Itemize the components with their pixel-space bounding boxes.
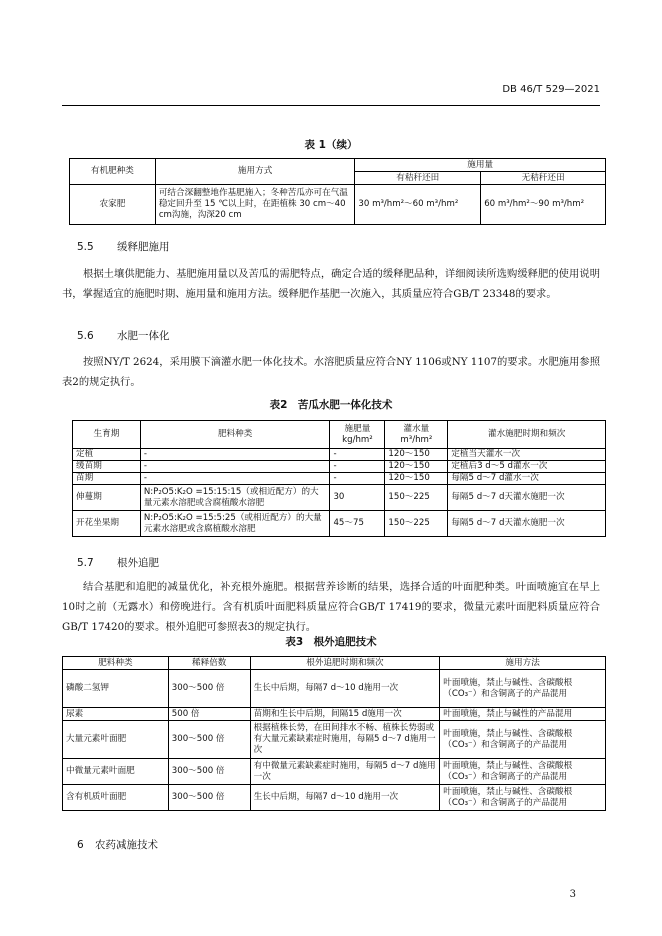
table-cell: 45～75 [330, 511, 385, 537]
table-row [63, 785, 606, 811]
table-cell: 150～225 [385, 511, 448, 537]
table1-cell-type: 农家肥 [70, 185, 156, 225]
header-line: 施肥量 [344, 423, 371, 434]
table-cell: - [330, 473, 385, 485]
table-row [63, 670, 606, 708]
table2-header-fertilizer: 肥料种类 [140, 421, 330, 449]
table1-header-amount: 施用量 [355, 159, 606, 172]
section-5-7-paragraph: 结合基肥和追肥的减量优化，补充根外施肥。根据营养诊断的结果，选择合适的叶面肥种类。叶面喷施宜在早上10时之前（无露水）和傍晚进行。含有机质叶面肥料质量应符合GB/T 17419的要求，微量元素叶面肥料质量应符合GB/T 17420的要求。根外追肥可参照表3的规定执行。 [62, 581, 600, 633]
table-cell: 120～150 [385, 461, 448, 473]
section-number: 5.5 [77, 241, 94, 253]
table-row [73, 485, 606, 511]
table-cell: 生长中后期，每隔7 d～10 d施用一次 [250, 785, 440, 811]
table-cell: 500 倍 [168, 708, 250, 721]
table-cell: 30 [330, 485, 385, 511]
table-cell: 300～500 倍 [168, 721, 250, 759]
table-row [63, 721, 606, 759]
table1-cell-without: 60 m³/hm²～90 m³/hm² [481, 185, 606, 225]
table-cell: 中微量元素叶面肥 [63, 759, 169, 785]
section-number: 5.6 [77, 330, 94, 342]
table-cell: 300～500 倍 [168, 670, 250, 708]
section-5-6-heading [77, 328, 170, 343]
table-row [73, 473, 606, 485]
table1-header-type: 有机肥种类 [70, 159, 156, 185]
table-cell: 苗期和生长中后期，间隔15 d施用一次 [250, 708, 440, 721]
section-number: 5.7 [77, 557, 94, 569]
table-cell: 150～225 [385, 485, 448, 511]
table-cell: 含有机质叶面肥 [63, 785, 169, 811]
section-5-7-heading [77, 555, 159, 570]
table-cell: 叶面喷施，禁止与碱性、含碳酸根（CO₃⁻）和含铜离子的产品混用 [440, 721, 606, 759]
header-line: 灌水量 [403, 423, 430, 434]
section-5-5-paragraph: 根据土壤供肥能力、基肥施用量以及苦瓜的需肥特点，确定合适的缓释肥品种，详细阅读所选购缓释肥的使用说明书，掌握适宜的施肥时期、施用量和施用方法。缓释肥作基肥一次施入，其质量应符合GB/T 23348的要求。 [62, 268, 600, 300]
table-cell: 尿素 [63, 708, 169, 721]
table-cell: 定植 [73, 449, 141, 461]
table3-header-type: 肥料种类 [63, 657, 169, 670]
page-number: 3 [569, 889, 576, 900]
table-cell: 苗期 [73, 473, 141, 485]
table2-header-stage: 生育期 [73, 421, 141, 449]
table3-header-timing: 根外追肥时期和频次 [250, 657, 440, 670]
table-cell: 定植当天灌水一次 [448, 449, 606, 461]
table3 [62, 656, 606, 811]
table-cell: 根据植株长势，在田间排水不畅、植株长势弱或有大量元素缺素症时施用，每隔5 d～7 d施用一次 [250, 721, 440, 759]
table-cell: - [140, 461, 330, 473]
table-cell: 伸蔓期 [73, 485, 141, 511]
header-line: m³/hm² [400, 434, 433, 445]
table-cell: 每隔5 d～7 d灌水一次 [448, 473, 606, 485]
table-cell: 每隔5 d～7 d天灌水施肥一次 [448, 485, 606, 511]
table-cell: - [330, 449, 385, 461]
table3-header-dilution: 稀释倍数 [168, 657, 250, 670]
table1-header-with-straw: 有秸秆还田 [355, 172, 481, 185]
table-cell: 定植后3 d～5 d灌水一次 [448, 461, 606, 473]
table-cell: 叶面喷施，禁止与碱性的产品混用 [440, 708, 606, 721]
table2-header-frequency: 灌水施肥时期和频次 [448, 421, 606, 449]
table-cell: N:P₂O5:K₂O =15:5:25（或相近配方）的大量元素水溶肥或含腐植酸水溶肥 [140, 511, 330, 537]
table2-caption: 表2 苦瓜水肥一体化技术 [269, 399, 393, 411]
table-row [73, 511, 606, 537]
section-5-6-paragraph: 按照NY/T 2624，采用膜下滴灌水肥一体化技术。水溶肥质量应符合NY 1106或NY 1107的要求。水肥施用参照表2的规定执行。 [62, 356, 600, 388]
table-cell: - [140, 473, 330, 485]
table2-header-irrigation [385, 421, 448, 449]
table1-cell-with: 30 m³/hm²～60 m³/hm² [355, 185, 481, 225]
section-5-5-heading [77, 239, 170, 254]
table3-caption: 表3 根外追肥技术 [285, 636, 377, 648]
section-title: 根外追肥 [117, 557, 159, 569]
table2-header-amount [330, 421, 385, 449]
table2 [72, 420, 606, 537]
document-number: DB 46/T 529—2021 [502, 84, 600, 95]
table-cell: 生长中后期，每隔7 d～10 d施用一次 [250, 670, 440, 708]
table-cell: 大量元素叶面肥 [63, 721, 169, 759]
header-rule [62, 105, 600, 106]
table-row [63, 708, 606, 721]
table-cell: 叶面喷施，禁止与碱性、含碳酸根（CO₃⁻）和含铜离子的产品混用 [440, 785, 606, 811]
table1-caption: 表 1（续） [304, 139, 358, 151]
table-row [73, 449, 606, 461]
section-title: 农药减施技术 [95, 839, 158, 851]
table-cell: 叶面喷施，禁止与碱性、含碳酸根（CO₃⁻）和含铜离子的产品混用 [440, 759, 606, 785]
table-row [63, 759, 606, 785]
table-cell: 300～500 倍 [168, 759, 250, 785]
table-cell: 120～150 [385, 473, 448, 485]
section-title: 缓释肥施用 [117, 241, 170, 253]
table-cell: 缓苗期 [73, 461, 141, 473]
table1-header-without-straw: 无秸秆还田 [481, 172, 606, 185]
section-title: 水肥一体化 [117, 330, 170, 342]
table-row [70, 185, 606, 225]
table-cell: 每隔5 d～7 d天灌水施肥一次 [448, 511, 606, 537]
table-cell: 有中微量元素缺素症时施用，每隔5 d～7 d施用一次 [250, 759, 440, 785]
table-row [73, 461, 606, 473]
table-cell: 120～150 [385, 449, 448, 461]
table1-cell-method: 可结合深翻整地作基肥施入；冬种苦瓜亦可在气温稳定回升至 15 ℃以上时，在距植株 30 cm～40 cm沟施，沟深20 cm [155, 185, 355, 225]
table3-header-method: 施用方法 [440, 657, 606, 670]
table-cell: - [330, 461, 385, 473]
table-cell: 磷酸二氢钾 [63, 670, 169, 708]
section-number: 6 [77, 839, 84, 851]
table-cell: - [140, 449, 330, 461]
table1 [69, 158, 606, 225]
table-cell: 叶面喷施，禁止与碱性、含碳酸根（CO₃⁻）和含铜离子的产品混用 [440, 670, 606, 708]
table-cell: N:P₂O5:K₂O =15:15:15（或相近配方）的大量元素水溶肥或含腐植酸水溶肥 [140, 485, 330, 511]
table-cell: 300～500 倍 [168, 785, 250, 811]
section-6-heading [77, 837, 158, 852]
header-line: kg/hm² [342, 434, 373, 445]
table-cell: 开花坐果期 [73, 511, 141, 537]
table1-header-method: 施用方式 [155, 159, 355, 185]
